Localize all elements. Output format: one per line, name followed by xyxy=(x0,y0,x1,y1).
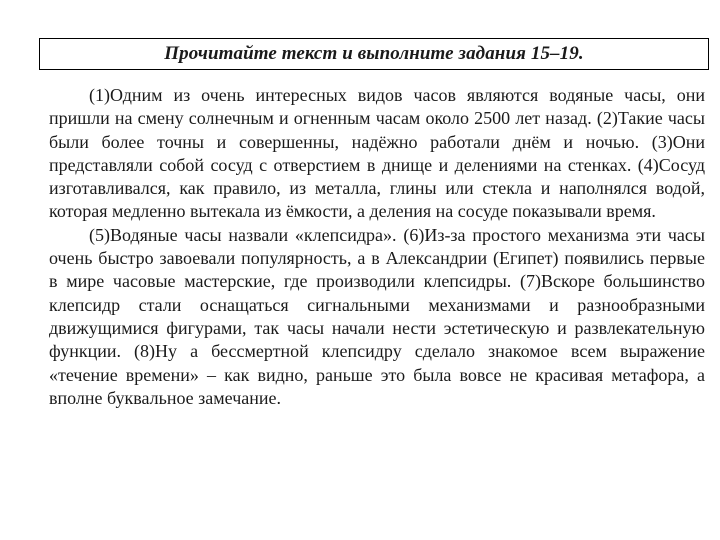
instruction-title: Прочитайте текст и выполните задания 15–19. xyxy=(164,43,584,64)
instruction-header xyxy=(39,38,709,70)
paragraph-1: (1)Одним из очень интересных видов часов являются водяные часы, они пришли на смену солнечным и огненным часам около 2500 лет назад. (2)Такие часы были более точны и совершенны, надёжно работали днём и ночью. (3)Они представляли собой сосуд с отверстием в днище и делениями на стенках. (4)Сосуд изготавливался, как правило, из металла, глины или стекла и наполнялся водой, которая медленно вытекала из ёмкости, а деления на сосуде показывали время. xyxy=(49,85,705,222)
reading-text xyxy=(49,84,705,410)
paragraph-2: (5)Водяные часы назвали «клепсидра». (6)Из-за простого механизма эти часы очень быстро завоевали популярность, а в Александрии (Египет) появились первые в мире часовые мастерские, где производили клепсидры. (7)Вскоре большинство клепсидр стали оснащаться сигнальными механизмами и разнообразными движущимися фигурами, так часы начали нести эстетическую и развлекательную функции. (8)Ну а бессмертной клепсидру сделало знакомое всем выражение «течение времени» – как видно, раньше это была вовсе не красивая метафора, а вполне буквальное замечание. xyxy=(49,224,705,408)
